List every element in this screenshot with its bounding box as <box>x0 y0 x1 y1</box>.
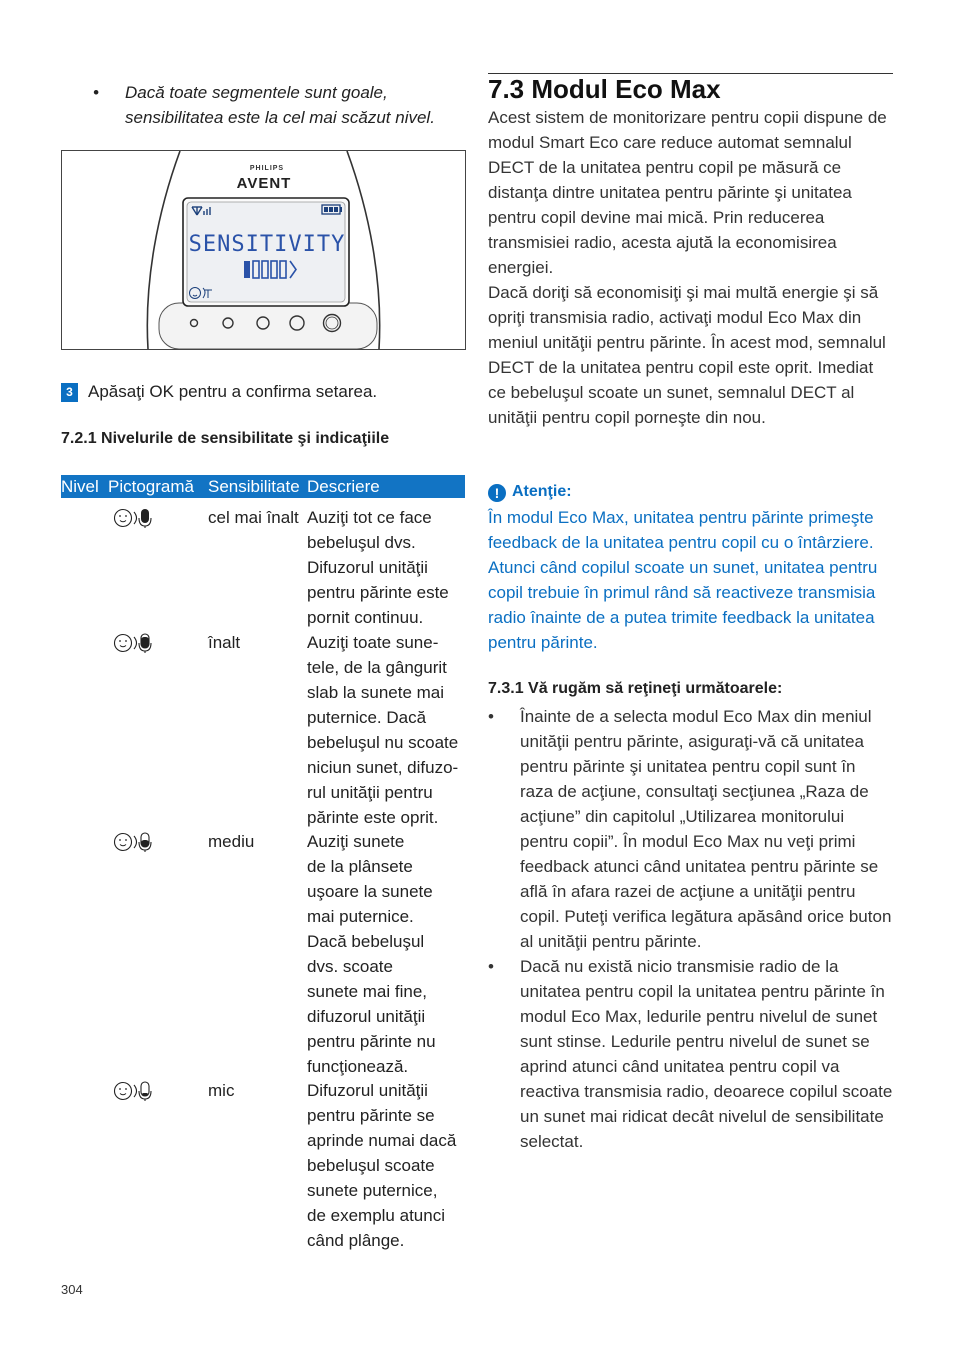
list-item <box>488 704 893 954</box>
col-header-sensibilitate: Sensibilitate <box>208 477 300 496</box>
bullet-text: Dacă toate segmentele sunt goale, sensibilitatea este la cel mai scăzut nivel. <box>125 83 435 127</box>
exclamation-icon: ! <box>488 484 506 502</box>
page-number: 304 <box>61 1282 83 1297</box>
sensitivity-level-icon <box>113 831 161 860</box>
list-item-text: Dacă nu există nicio transmisie radio de la unitatea pentru copil la unitatea pentru părinte în modul Eco Max, ledurile pentru nivelul de sunet sunt stinse. Ledurile pentru nivelul de sunet se aprind atunci când unitatea pentru copil va reactiva transmisia radio, deoarece copilul scoate un sunet mai ridicat decât nivelul de sensibilitate selectat. <box>520 957 893 1151</box>
sensitivity-level-icon <box>113 1080 161 1109</box>
caution-text: În modul Eco Max, unitatea pentru părinte primeşte feedback de la unitatea pentru copil cu o întârziere. Atunci când copilul scoate un sunet, unitatea pentru copil trebuie în primul rând să reactiveze transmisia radio înainte de a putea trimite feedback la unitatea pentru părinte. <box>488 508 878 652</box>
description-cell: Auziţi toate sune- tele, de la gângurit slab la sunete mai puternice. Dacă bebeluşul nu scoate niciun sunet, difuzo- rul unităţii pentru părinte este oprit. <box>307 633 459 827</box>
step-3 <box>61 380 377 404</box>
col-header-descriere: Descriere <box>307 477 380 496</box>
list-item <box>488 954 893 1154</box>
bullet-dot: • <box>93 83 99 102</box>
section-heading-7-3: 7.3 Modul Eco Max <box>488 74 721 104</box>
description-cell: Auziţi sunete de la plânsete uşoare la sunete mai puternice. Dacă bebeluşul dvs. scoate sunete mai fine, difuzorul unităţii pentru părinte nu funcţionează. <box>307 832 436 1076</box>
sensitivity-value: mic <box>208 1081 235 1100</box>
description-cell: Difuzorul unităţii pentru părinte se aprinde numai dacă bebeluşul scoate sunete puternice, de exemplu atunci când plânge. <box>307 1081 457 1250</box>
table-header <box>61 475 465 498</box>
brand-philips: PHILIPS <box>249 165 285 172</box>
col-header-nivel: Nivel <box>61 477 99 496</box>
section-heading-7-3-1: 7.3.1 Vă rugăm să reţineţi următoarele: <box>488 680 783 697</box>
description-cell: Auziţi tot ce face bebeluşul dvs. Difuzorul unităţii pentru părinte este pornit continuu. <box>307 508 449 627</box>
parent-unit-drawing <box>62 151 465 349</box>
list-item-text: Înainte de a selecta modul Eco Max din meniul unităţii pentru părinte, asiguraţi-vă că unitatea pentru părinte şi unitatea pentru copil sunt în raza de acţiune, consultaţi secţiunea „Raza de acţiune” din capitolul „Utilizarea monitorului pentru copii”. În modul Eco Max nu veţi primi feedback atunci când unitatea pentru părinte se află în afara razei de acţiune a unităţii pentru copil. Puteţi verifica legătura apăsând orice buton al unităţii pentru părinte. <box>520 707 892 951</box>
device-illustration <box>61 150 466 350</box>
caution-label-text: Atenţie: <box>512 483 572 500</box>
step-number-badge: 3 <box>61 383 78 402</box>
bullet-dot: • <box>488 707 494 726</box>
sensitivity-level-icon <box>113 507 161 536</box>
section-heading-7-2-1: 7.2.1 Nivelurile de sensibilitate şi indicaţiile <box>61 430 390 447</box>
brand-avent: AVENT <box>236 175 292 192</box>
caution-label <box>488 480 572 504</box>
sensitivity-value: înalt <box>208 633 241 652</box>
col-header-pictograma: Pictogramă <box>108 477 194 496</box>
eco-max-paragraph: Dacă doriţi să economisiţi şi mai multă energie şi să opriţi transmisia radio, activaţi modul Eco Max din meniul unităţii pentru părinte. În acest mod, semnalul DECT de la unitatea pentru copil este oprit. Imediat ce bebeluşul scoate un sunet, semnalul DECT al unităţii pentru copil porneşte din nou. <box>488 283 886 427</box>
sensitivity-level-icon <box>113 632 161 661</box>
step-3-text: Apăsaţi OK pentru a confirma setarea. <box>88 382 378 401</box>
bullet-dot: • <box>488 957 494 976</box>
sensitivity-value: mediu <box>208 832 255 851</box>
intro-paragraph: Acest sistem de monitorizare pentru copii dispune de modul Smart Eco care reduce automat semnalul DECT de la unitatea pentru copil pe măsură ce distanţa dintre unitatea pentru părinte şi unitatea pentru copil devine mai mică. Prin reducerea transmisiei radio, acesta ajută la economisirea energiei. <box>488 108 887 277</box>
sensitivity-value: cel mai înalt <box>208 508 299 527</box>
screen-sensitivity-text: SENSITIVITY <box>188 232 346 257</box>
